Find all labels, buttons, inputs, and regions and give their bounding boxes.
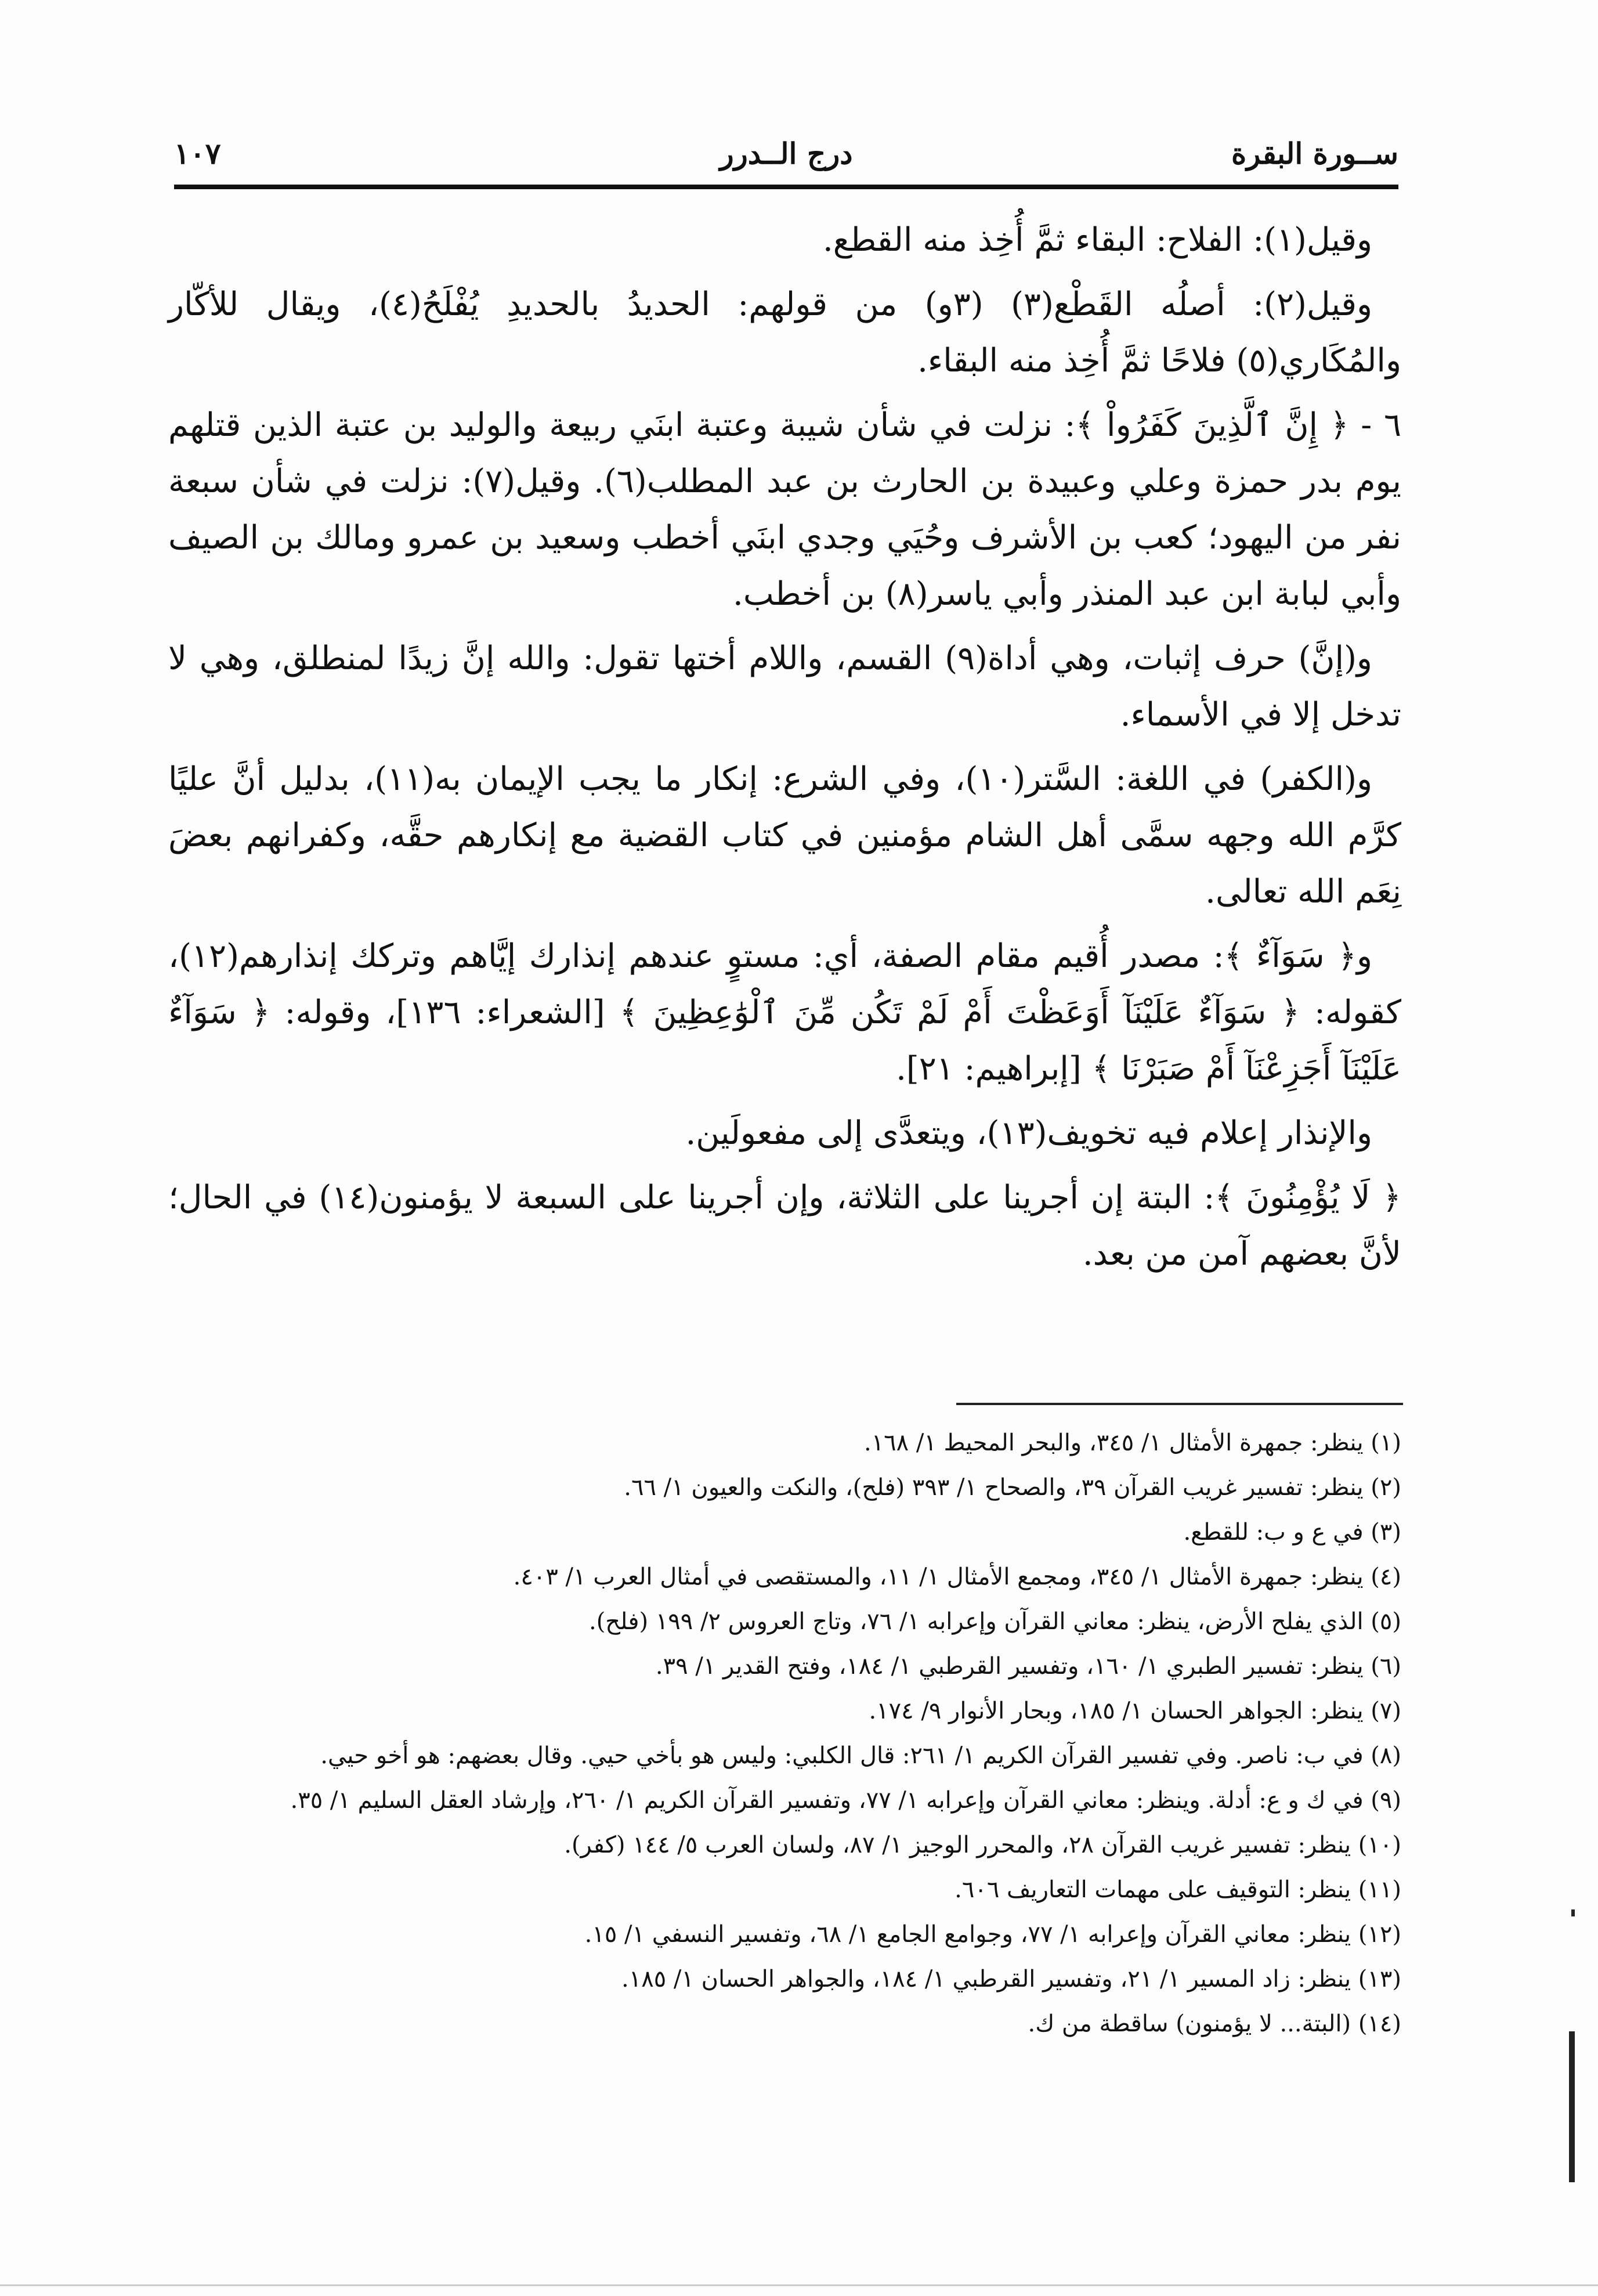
- footnote: (١٤) (البتة... لا يؤمنون) ساقطة من ك.: [1028, 2010, 1401, 2037]
- paragraph: وقيل(٢): أصلُه القَطْع(٣) (٣و) من قولهم: الحديدُ بالحديدِ يُفْلَحُ(٤)، ويقال للأكّار والمُكَاري(٥) فلاحًا ثمَّ أُخِذ منه البقاء.: [168, 286, 1401, 380]
- page-number: ١٠٧: [174, 136, 221, 171]
- paragraph: وقيل(١): الفلاح: البقاء ثمَّ أُخِذ منه القطع.: [822, 221, 1372, 259]
- paragraph: ٦ - ﴿ إِنَّ ٱلَّذِينَ كَفَرُواْ ﴾: نزلت في شأن شيبة وعتبة ابنَي ربيعة والوليد بن عتبة الذين قتلهم يوم بدر حمزة وعلي وعبيدة بن الحارث بن عبد المطلب(٦). وقيل(٧): نزلت في شأن سبعة نفر من اليهود؛ كعب بن الأشرف وحُيَي وجدي ابنَي أخطب وسعيد بن عمرو ومالك بن الصيف وأبي لبابة ابن عبد المنذر وأبي ياسر(٨) بن أخطب.: [168, 406, 1402, 613]
- main-text: [168, 212, 1401, 1290]
- footnote-separator: [956, 1403, 1403, 1405]
- surah-title: ســورة البقرة: [1231, 136, 1398, 171]
- footnote: (٤) ينظر: جمهرة الأمثال ١/ ٣٤٥، ومجمع الأمثال ١/ ١١، والمستقصى في أمثال العرب ١/ ٤٠٣.: [513, 1564, 1401, 1590]
- footnote: (٧) ينظر: الجواهر الحسان ١/ ١٨٥، وبحار الأنوار ٩/ ١٧٤.: [869, 1698, 1401, 1724]
- footnotes: [174, 1421, 1401, 2046]
- footnote: (١١) ينظر: التوقيف على مهمات التعاريف ٦٠٦.: [955, 1876, 1401, 1903]
- scan-mark: [1571, 1909, 1575, 1916]
- paragraph: و(إنَّ) حرف إثبات، وهي أداة(٩) القسم، واللام أختها تقول: والله إنَّ زيدًا لمنطلق، وهي لا تدخل إلا في الأسماء.: [168, 640, 1401, 734]
- scan-edge: [0, 2284, 1598, 2286]
- footnote: (١٣) ينظر: زاد المسير ١/ ٢١، وتفسير القرطبي ١/ ١٨٤، والجواهر الحسان ١/ ١٨٥.: [621, 1966, 1401, 1992]
- paragraph: و﴿ سَوَآءٌ ﴾: مصدر أُقيم مقام الصفة، أي: مستوٍ عندهم إنذارك إيَّاهم وتركك إنذارهم(١٢)، كقوله: ﴿ سَوَآءٌ عَلَيْنَآ أَوَعَظْتَ أَمْ لَمْ تَكُن مِّنَ ٱلْوَٰعِظِينَ ﴾ [الشعراء: ١٣٦]، وقوله: ﴿ سَوَآءٌ عَلَيْنَآ أَجَزِعْنَآ أَمْ صَبَرْنَا ﴾ [إبراهيم: ٢١].: [168, 937, 1402, 1088]
- footnote: (١٠) ينظر: تفسير غريب القرآن ٢٨، والمحرر الوجيز ١/ ٨٧، ولسان العرب ٥/ ١٤٤ (كفر).: [564, 1832, 1401, 1858]
- scan-mark: [1569, 2031, 1575, 2182]
- footnote: (٥) الذي يفلح الأرض، ينظر: معاني القرآن وإعرابه ١/ ٧٦، وتاج العروس ٢/ ١٩٩ (فلح).: [588, 1608, 1401, 1635]
- footnote: (١٢) ينظر: معاني القرآن وإعرابه ١/ ٧٧، وجوامع الجامع ١/ ٦٨، وتفسير النسفي ١/ ١٥.: [584, 1921, 1401, 1948]
- footnote: (١) ينظر: جمهرة الأمثال ١/ ٣٤٥، والبحر المحيط ١/ ١٦٨.: [863, 1429, 1401, 1456]
- footnote: (٨) في ب: ناصر. وفي تفسير القرآن الكريم ١/ ٢٦١: قال الكلبي: وليس هو بأخي حيي. وقال بعضهم: هو أخو حيي.: [320, 1742, 1401, 1769]
- running-header: [174, 136, 1398, 183]
- footnote: (٦) ينظر: تفسير الطبري ١/ ١٦٠، وتفسير القرطبي ١/ ١٨٤، وفتح القدير ١/ ٣٩.: [655, 1653, 1401, 1680]
- footnote: (٣) في ع و ب: للقطع.: [1183, 1519, 1401, 1546]
- footnote: (٢) ينظر: تفسير غريب القرآن ٣٩، والصحاح ١/ ٣٩٣ (فلح)، والنكت والعيون ١/ ٦٦.: [624, 1474, 1401, 1501]
- paragraph: والإنذار إعلام فيه تخويف(١٣)، ويتعدَّى إلى مفعولَين.: [685, 1114, 1372, 1152]
- paragraph: ﴿ لَا يُؤْمِنُونَ ﴾: البتة إن أجرينا على الثلاثة، وإن أجرينا على السبعة لا يؤمنون(١٤) في الحال؛ لأنَّ بعضهم آمن من بعد.: [168, 1179, 1401, 1273]
- paragraph: و(الكفر) في اللغة: السَّتر(١٠)، وفي الشرع: إنكار ما يجب الإيمان به(١١)، بدليل أنَّ عليًا كرَّم الله وجهه سمَّى أهل الشام مؤمنين في كتاب القضية مع إنكارهم حقَّه، وكفرانهم بعضَ نِعَم الله تعالى.: [168, 760, 1401, 911]
- footnote: (٩) في ك و ع: أدلة. وينظر: معاني القرآن وإعرابه ١/ ٧٧، وتفسير القرآن الكريم ١/ ٢٦٠، وإرشاد العقل السليم ١/ ٣٥.: [290, 1787, 1401, 1814]
- header-rule: [174, 185, 1398, 189]
- book-title: درج الــدرر: [720, 136, 853, 171]
